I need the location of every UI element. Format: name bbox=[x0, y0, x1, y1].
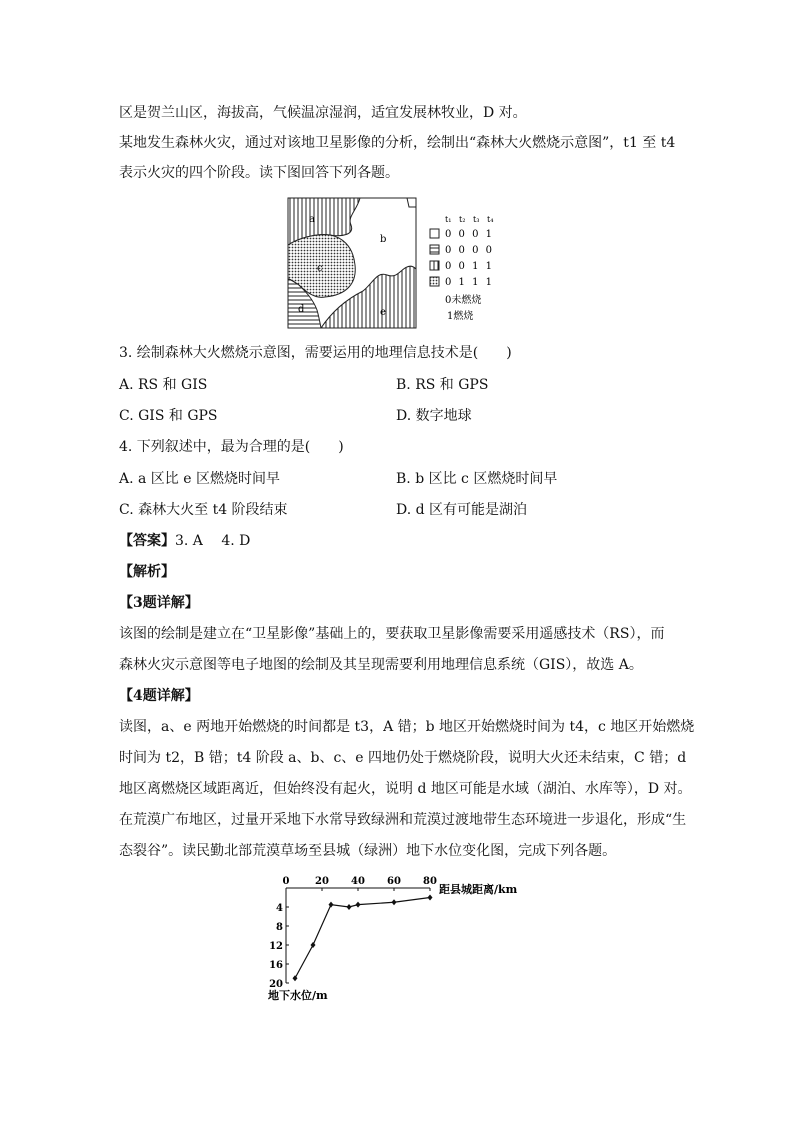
groundwater-chart bbox=[265, 872, 545, 1007]
zone-label-c: c bbox=[317, 263, 323, 274]
next-intro-line-1: 在荒漠广布地区，过量开采地下水常导致绿洲和荒漠过渡地带生态环境进一步退化，形成“生 bbox=[119, 812, 687, 828]
zone-label-e: e bbox=[380, 307, 386, 318]
svg-text:0 0 1 1: 0 0 1 1 bbox=[445, 261, 492, 272]
answer-line bbox=[119, 532, 250, 550]
data-point bbox=[356, 902, 361, 908]
q3-option-b: B. RS 和 GPS bbox=[396, 377, 489, 393]
q3-stem: 3. 绘制森林大火燃烧示意图，需要运用的地理信息技术是( ) bbox=[119, 345, 512, 361]
answer-text: 3. A 4. D bbox=[175, 533, 251, 549]
q3-analysis-label: 【3题详解】 bbox=[119, 595, 199, 611]
answer-label: 【答案】 bbox=[119, 533, 175, 549]
y-tick-label: 12 bbox=[269, 941, 283, 952]
svg-text:0 0 0 1: 0 0 0 1 bbox=[445, 229, 492, 240]
data-point bbox=[428, 895, 433, 901]
svg-text:0未燃烧: 0未燃烧 bbox=[445, 295, 482, 306]
q4-stem: 4. 下列叙述中，最为合理的是( ) bbox=[119, 439, 344, 455]
series-line bbox=[295, 898, 430, 979]
x-tick-label: 40 bbox=[351, 876, 365, 887]
data-point bbox=[347, 904, 352, 910]
zone-label-b: b bbox=[380, 234, 387, 245]
intro-line-2: 某地发生森林火灾，通过对该地卫星影像的分析，绘制出“森林大火燃烧示意图”，t1 至 t4 bbox=[119, 135, 676, 151]
fire-map-figure bbox=[285, 195, 510, 330]
svg-text:1燃烧: 1燃烧 bbox=[447, 311, 474, 322]
analysis-label: 【解析】 bbox=[119, 564, 175, 580]
q4-analysis-line-1: 读图，a、e 两地开始燃烧的时间都是 t3，A 错；b 地区开始燃烧时间为 t4，c 地区开始燃烧 bbox=[119, 719, 695, 735]
q4-analysis-line-3: 地区离燃烧区域距离近，但始终没有起火，说明 d 地区可能是水域（湖泊、水库等），D 对。 bbox=[119, 781, 692, 797]
svg-text:t₃: t₃ bbox=[473, 215, 480, 224]
svg-text:0 1 1 1: 0 1 1 1 bbox=[445, 277, 492, 288]
q3-option-c: C. GIS 和 GPS bbox=[119, 408, 218, 424]
svg-text:0 0 0 0: 0 0 0 0 bbox=[445, 245, 492, 256]
y-tick-label: 8 bbox=[276, 922, 283, 933]
x-tick-label: 0 bbox=[282, 876, 290, 887]
q4-analysis-label: 【4题详解】 bbox=[119, 688, 199, 704]
q4-option-d: D. d 区有可能是湖泊 bbox=[396, 502, 528, 518]
q4-option-a: A. a 区比 e 区燃烧时间早 bbox=[119, 471, 280, 487]
data-point bbox=[392, 899, 397, 905]
next-intro-line-2: 态裂谷”。读民勤北部荒漠草场至县城（绿洲）地下水位变化图，完成下列各题。 bbox=[119, 843, 617, 859]
intro-line-3: 表示火灾的四个阶段。读下图回答下列各题。 bbox=[119, 165, 399, 181]
q3-option-a: A. RS 和 GIS bbox=[119, 377, 208, 393]
y-tick-label: 4 bbox=[276, 903, 283, 914]
y-axis-label: 地下水位/m bbox=[268, 989, 328, 1002]
zone-label-d: d bbox=[298, 304, 305, 315]
y-tick-label: 20 bbox=[269, 979, 283, 990]
q3-analysis-line-1: 该图的绘制是建立在“卫星影像”基础上的，要获取卫星影像需要采用遥感技术（RS），而 bbox=[119, 626, 665, 642]
q4-analysis-line-2: 时间为 t2，B 错；t4 阶段 a、b、c、e 四地仍处于燃烧阶段，说明大火还未结束，C 错；d bbox=[119, 750, 687, 766]
fire-map-legend bbox=[430, 215, 493, 322]
x-axis-label: 距县城距离/km bbox=[439, 883, 518, 896]
q4-option-c: C. 森林大火至 t4 阶段结束 bbox=[119, 502, 288, 518]
y-tick-label: 16 bbox=[269, 960, 283, 971]
data-point bbox=[329, 902, 334, 908]
svg-text:t₁: t₁ bbox=[445, 215, 452, 224]
x-tick-label: 80 bbox=[423, 876, 437, 887]
zone-label-a: a bbox=[309, 214, 315, 225]
x-tick-label: 60 bbox=[387, 876, 401, 887]
intro-line-1: 区是贺兰山区，海拔高，气候温凉湿润，适宜发展林牧业，D 对。 bbox=[119, 105, 527, 121]
q3-analysis-line-2: 森林火灾示意图等电子地图的绘制及其呈现需要利用地理信息系统（GIS），故选 A。 bbox=[119, 657, 643, 673]
svg-text:t₂: t₂ bbox=[459, 215, 466, 224]
q4-option-b: B. b 区比 c 区燃烧时间早 bbox=[396, 471, 558, 487]
q3-option-d: D. 数字地球 bbox=[396, 408, 472, 424]
x-tick-label: 20 bbox=[315, 876, 329, 887]
svg-text:t₄: t₄ bbox=[487, 215, 494, 224]
